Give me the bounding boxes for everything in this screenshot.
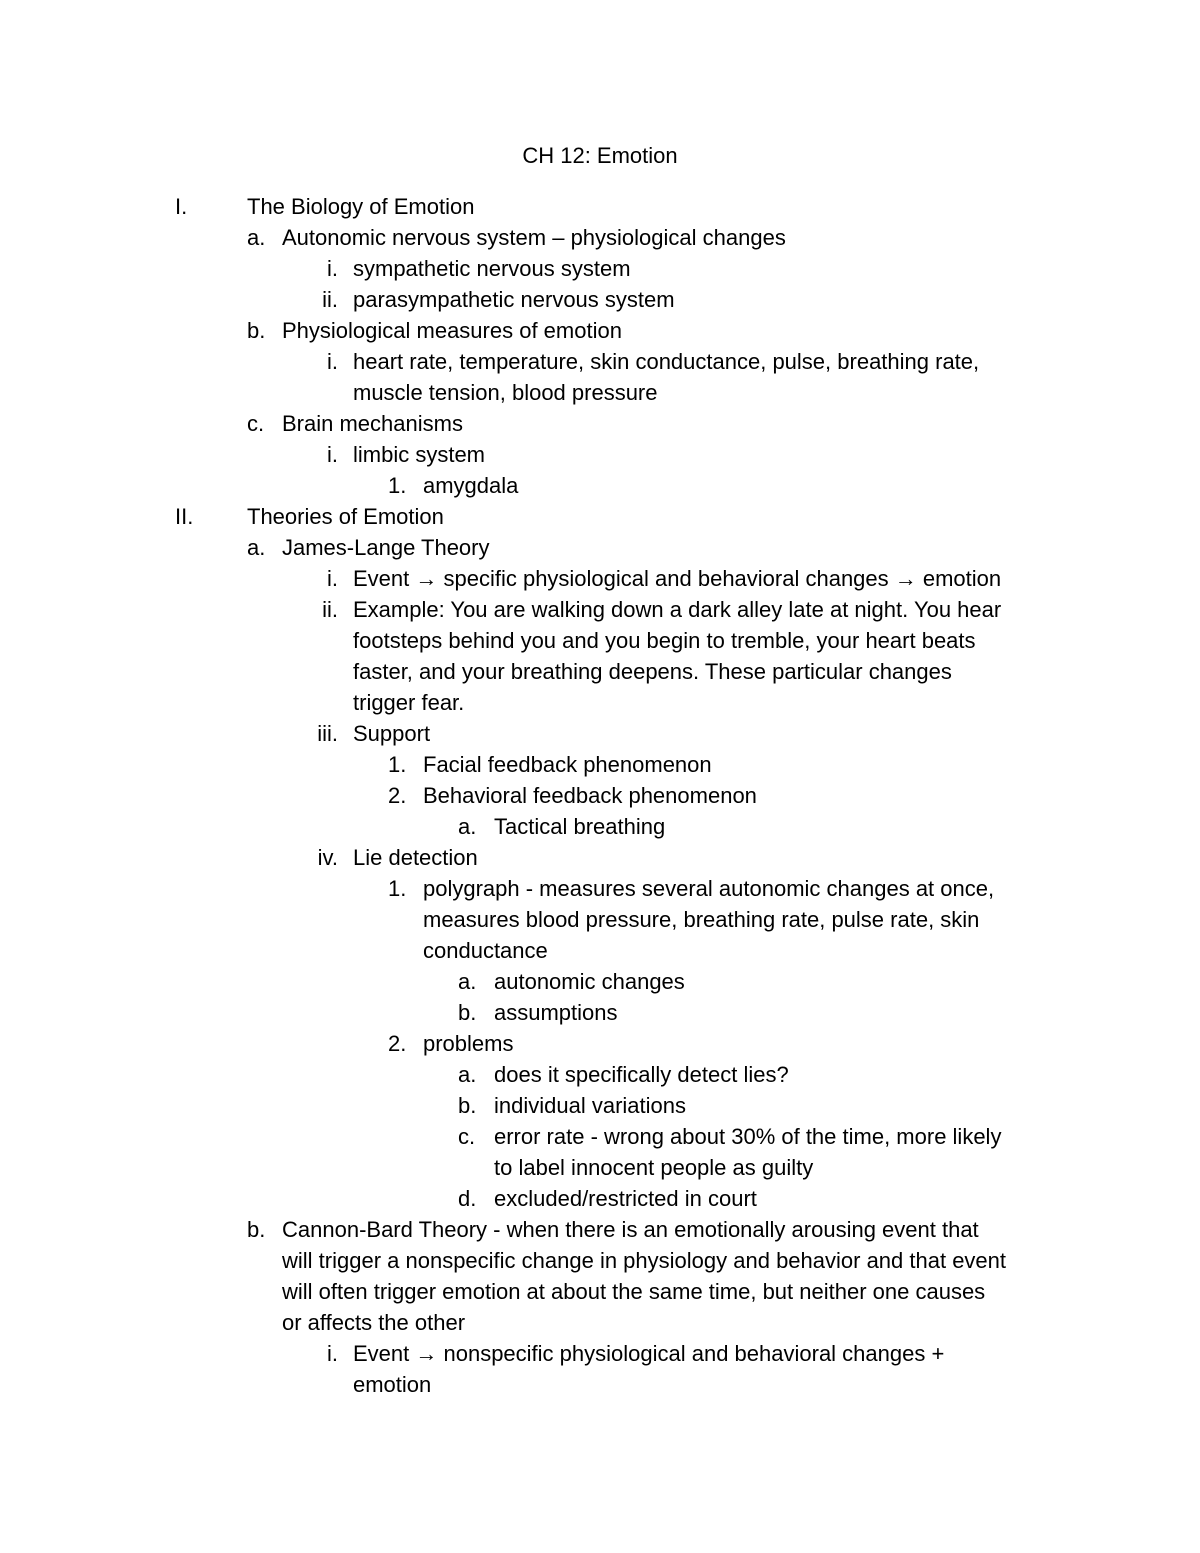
outline-line — [0, 563, 1200, 594]
outline-text: heart rate, temperature, skin conductance, pulse, breathing rate, — [353, 349, 980, 374]
outline-text: assumptions — [494, 1000, 618, 1025]
outline-text: muscle tension, blood pressure — [353, 380, 658, 405]
outline-line — [0, 253, 1200, 284]
outline-marker: a. — [247, 535, 266, 560]
outline-text: Brain mechanisms — [282, 411, 463, 436]
outline-marker: c. — [458, 1124, 476, 1149]
outline-marker: ii. — [322, 597, 338, 622]
outline-text: The Biology of Emotion — [247, 194, 475, 219]
outline-text: does it specifically detect lies? — [494, 1062, 789, 1087]
outline-line — [0, 346, 1200, 377]
outline-marker: i. — [327, 1341, 338, 1366]
outline-marker: b. — [247, 1217, 266, 1242]
outline-text: limbic system — [353, 442, 486, 467]
outline-text: error rate - wrong about 30% of the time, more likely — [494, 1124, 1002, 1149]
outline-marker: a. — [247, 225, 266, 250]
outline-marker: 2. — [388, 783, 407, 808]
outline-text: amygdala — [423, 473, 519, 498]
outline-marker: d. — [458, 1186, 477, 1211]
outline-line — [0, 718, 1200, 749]
outline-line — [0, 1276, 1200, 1307]
outline-text: measures blood pressure, breathing rate, pulse rate, skin — [423, 907, 980, 932]
outline-line — [0, 966, 1200, 997]
outline-text: Theories of Emotion — [247, 504, 444, 529]
outline-line — [0, 284, 1200, 315]
outline-marker: i. — [327, 349, 338, 374]
outline-line — [0, 656, 1200, 687]
outline-text: faster, and your breathing deepens. These particular changes — [353, 659, 952, 684]
outline-text: problems — [423, 1031, 514, 1056]
outline-text: will trigger a nonspecific change in physiology and behavior and that event — [282, 1248, 1007, 1273]
outline-text: Example: You are walking down a dark alley late at night. You hear — [353, 597, 1002, 622]
outline-line — [0, 191, 1200, 222]
outline-marker: i. — [327, 566, 338, 591]
outline-marker: 1. — [388, 752, 407, 777]
outline-line — [0, 532, 1200, 563]
outline-line — [0, 1307, 1200, 1338]
outline-line — [0, 780, 1200, 811]
outline-text: individual variations — [494, 1093, 686, 1118]
outline-text: Physiological measures of emotion — [282, 318, 622, 343]
outline-line — [0, 1059, 1200, 1090]
outline-line — [0, 1183, 1200, 1214]
outline-line — [0, 1214, 1200, 1245]
outline-text: autonomic changes — [494, 969, 685, 994]
outline-marker: 1. — [388, 876, 407, 901]
outline-marker: a. — [458, 969, 477, 994]
outline-text: to label innocent people as guilty — [494, 1155, 814, 1180]
outline-marker: b. — [458, 1000, 477, 1025]
outline-marker: a. — [458, 1062, 477, 1087]
outline-line — [0, 594, 1200, 625]
page-title: CH 12: Emotion — [522, 143, 678, 168]
outline-text: Event → specific physiological and behavioral changes → emotion — [353, 566, 1002, 591]
outline-line — [0, 1028, 1200, 1059]
outline-line — [0, 749, 1200, 780]
outline-text: trigger fear. — [353, 690, 465, 715]
outline-marker: b. — [458, 1093, 477, 1118]
outline-text: excluded/restricted in court — [494, 1186, 757, 1211]
outline-text: emotion — [353, 1372, 432, 1397]
outline-line — [0, 1245, 1200, 1276]
outline-text: Facial feedback phenomenon — [423, 752, 712, 777]
outline-marker: i. — [327, 442, 338, 467]
outline-line — [0, 997, 1200, 1028]
outline-line — [0, 1369, 1200, 1400]
outline-marker: 2. — [388, 1031, 407, 1056]
outline-text: Support — [353, 721, 431, 746]
outline-line — [0, 315, 1200, 346]
outline-line — [0, 408, 1200, 439]
outline-line — [0, 1121, 1200, 1152]
outline-line — [0, 811, 1200, 842]
outline-text: Event → nonspecific physiological and behavioral changes + — [353, 1341, 945, 1366]
outline-text: Behavioral feedback phenomenon — [423, 783, 757, 808]
outline-marker: iv. — [317, 845, 338, 870]
outline-text: will often trigger emotion at about the same time, but neither one causes — [282, 1279, 986, 1304]
outline-text: Tactical breathing — [494, 814, 666, 839]
outline-line — [0, 873, 1200, 904]
outline-marker: i. — [327, 256, 338, 281]
outline-line — [0, 470, 1200, 501]
outline-line — [0, 842, 1200, 873]
outline-line — [0, 935, 1200, 966]
outline-text: polygraph - measures several autonomic changes at once, — [423, 876, 995, 901]
outline-text: or affects the other — [282, 1310, 466, 1335]
outline-text: footsteps behind you and you begin to tremble, your heart beats — [353, 628, 976, 653]
outline-line — [0, 1338, 1200, 1369]
outline-line — [0, 222, 1200, 253]
outline-list — [0, 191, 1200, 1400]
outline-text: Autonomic nervous system – physiological changes — [282, 225, 786, 250]
outline-marker: c. — [247, 411, 265, 436]
outline-line — [0, 904, 1200, 935]
outline-line — [0, 625, 1200, 656]
outline-marker: b. — [247, 318, 266, 343]
outline-line — [0, 439, 1200, 470]
outline-line — [0, 1090, 1200, 1121]
outline-marker: ii. — [322, 287, 338, 312]
outline-line — [0, 377, 1200, 408]
outline-marker: I. — [175, 194, 188, 219]
outline-marker: II. — [175, 504, 194, 529]
outline-text: parasympathetic nervous system — [353, 287, 675, 312]
outline-text: conductance — [423, 938, 548, 963]
outline-line — [0, 687, 1200, 718]
outline-text: Lie detection — [353, 845, 478, 870]
outline-text: Cannon-Bard Theory - when there is an emotionally arousing event that — [282, 1217, 979, 1242]
outline-marker: iii. — [317, 721, 338, 746]
outline-text: James-Lange Theory — [282, 535, 490, 560]
outline-marker: a. — [458, 814, 477, 839]
outline-line — [0, 1152, 1200, 1183]
outline-text: sympathetic nervous system — [353, 256, 631, 281]
outline-marker: 1. — [388, 473, 407, 498]
outline-line — [0, 501, 1200, 532]
